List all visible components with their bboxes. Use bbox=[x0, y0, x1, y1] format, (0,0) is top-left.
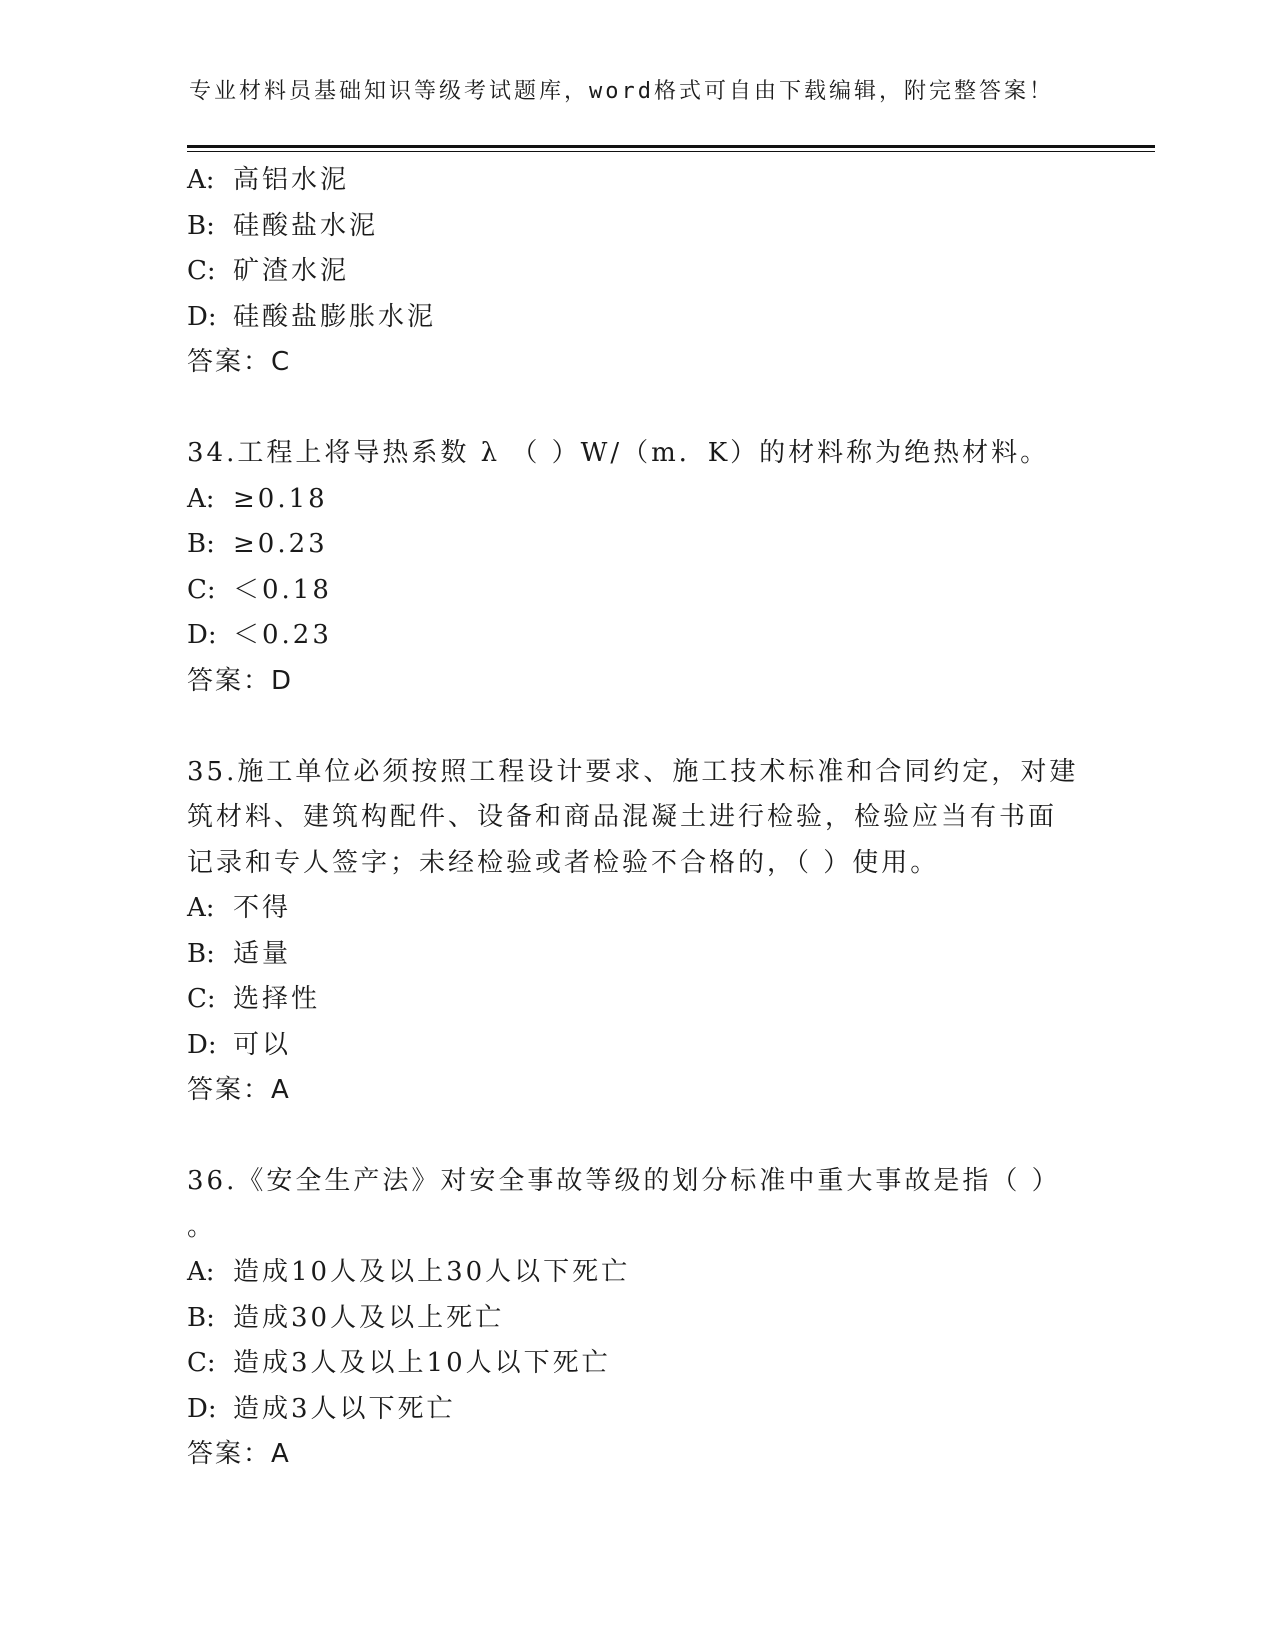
question-stem-line: 35.施工单位必须按照工程设计要求、施工技术标准和合同约定，对建 bbox=[187, 756, 1079, 787]
option-text: ≥0.23 bbox=[233, 529, 328, 559]
option-text: 硅酸盐膨胀水泥 bbox=[233, 301, 437, 332]
answer-line: 答案：A bbox=[187, 1439, 291, 1469]
header-divider-thick bbox=[187, 145, 1155, 148]
question-stem-line: 筑材料、建筑构配件、设备和商品混凝土进行检验，检验应当有书面 bbox=[187, 802, 1058, 832]
option-text: 矿渣水泥 bbox=[233, 256, 350, 286]
option-text: ＜0.18 bbox=[233, 574, 332, 605]
question-36 bbox=[187, 1159, 1087, 1478]
option-label: B: bbox=[187, 1302, 215, 1333]
option-text: 不得 bbox=[233, 893, 292, 923]
question-stem-line: 36.《安全生产法》对安全事故等级的划分标准中重大事故是指（ ） bbox=[187, 1166, 1061, 1196]
option-label: D: bbox=[187, 1029, 217, 1060]
option-c bbox=[187, 977, 1087, 1023]
answer-line: 答案：D bbox=[187, 665, 294, 696]
question-content bbox=[187, 158, 1087, 1478]
option-label: D: bbox=[187, 1393, 217, 1424]
option-text: 可以 bbox=[233, 1029, 292, 1060]
option-text: 高铝水泥 bbox=[233, 165, 350, 195]
option-label: C: bbox=[187, 256, 216, 286]
option-d bbox=[187, 1023, 1087, 1069]
spacer bbox=[187, 704, 1087, 750]
option-a bbox=[187, 886, 1087, 932]
option-b bbox=[187, 522, 1087, 568]
option-text: 硅酸盐水泥 bbox=[233, 210, 379, 241]
option-text: 选择性 bbox=[233, 984, 321, 1014]
option-text: 造成3人及以上10人以下死亡 bbox=[233, 1348, 611, 1378]
option-b bbox=[187, 1296, 1087, 1342]
spacer bbox=[187, 1114, 1087, 1160]
option-label: D: bbox=[187, 620, 217, 650]
option-label: B: bbox=[187, 210, 215, 241]
question-35 bbox=[187, 750, 1087, 1114]
option-d bbox=[187, 295, 1087, 341]
option-a bbox=[187, 1250, 1087, 1296]
option-label: A: bbox=[187, 1257, 215, 1287]
question-stem-line: 记录和专人签字；未经检验或者检验不合格的，（ ）使用。 bbox=[187, 847, 940, 878]
option-a bbox=[187, 158, 1087, 204]
question-stem: 34.工程上将导热系数 λ （ ）W/（m．K）的材料称为绝热材料。 bbox=[187, 438, 1050, 468]
question-33-tail bbox=[187, 158, 1087, 386]
option-text: 适量 bbox=[233, 938, 292, 969]
option-text: 造成30人及以上死亡 bbox=[233, 1302, 505, 1333]
option-label: D: bbox=[187, 301, 217, 332]
option-text: 造成3人以下死亡 bbox=[233, 1393, 456, 1424]
page-header-title: 专业材料员基础知识等级考试题库，word格式可自由下载编辑，附完整答案！ bbox=[189, 79, 1054, 104]
option-label: A: bbox=[187, 893, 215, 923]
option-label: C: bbox=[187, 1348, 216, 1378]
option-a bbox=[187, 477, 1087, 523]
answer-line: 答案：C bbox=[187, 347, 292, 377]
option-b bbox=[187, 204, 1087, 250]
header-divider-thin bbox=[187, 151, 1155, 152]
option-c bbox=[187, 568, 1087, 614]
option-d bbox=[187, 613, 1087, 659]
option-text: ≥0.18 bbox=[233, 483, 328, 514]
option-text: 造成10人及以上30人以下死亡 bbox=[233, 1257, 631, 1287]
option-text: ＜0.23 bbox=[233, 620, 332, 650]
option-label: B: bbox=[187, 938, 215, 969]
option-label: C: bbox=[187, 984, 216, 1014]
option-label: C: bbox=[187, 574, 216, 605]
option-c bbox=[187, 249, 1087, 295]
option-label: A: bbox=[187, 165, 215, 195]
option-label: B: bbox=[187, 529, 215, 559]
question-stem-line: 。 bbox=[187, 1211, 217, 1242]
option-label: A: bbox=[187, 483, 215, 514]
option-b bbox=[187, 932, 1087, 978]
answer-line: 答案：A bbox=[187, 1075, 291, 1105]
question-34 bbox=[187, 431, 1087, 704]
option-c bbox=[187, 1341, 1087, 1387]
spacer bbox=[187, 386, 1087, 432]
option-d bbox=[187, 1387, 1087, 1433]
